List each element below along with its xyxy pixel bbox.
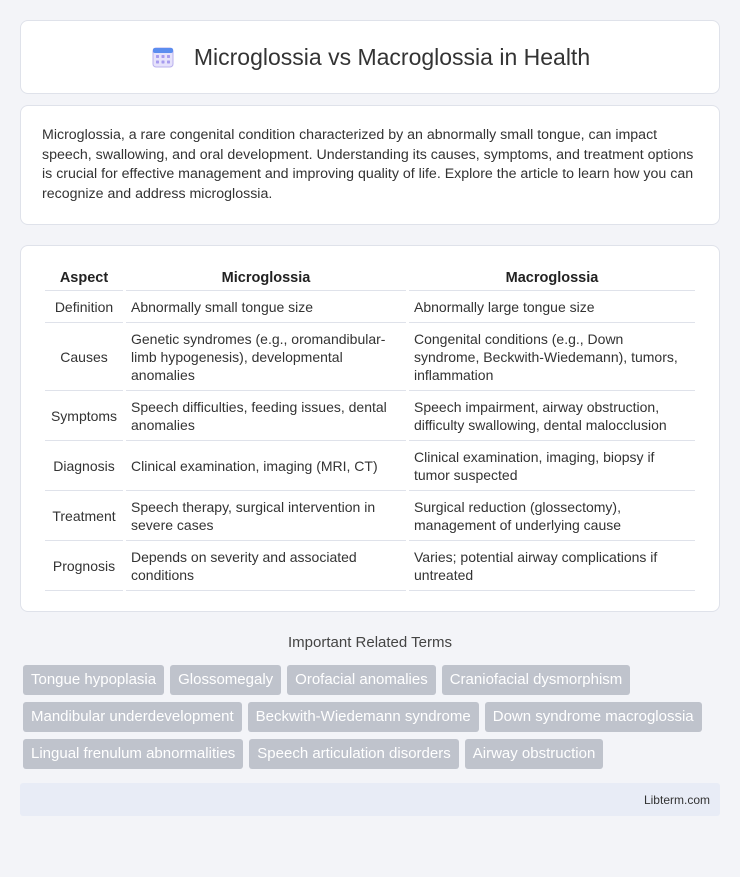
row-macroglossia: Clinical examination, imaging, biopsy if tumor suspected — [409, 441, 695, 491]
row-aspect: Prognosis — [45, 541, 123, 591]
header-microglossia: Microglossia — [126, 264, 406, 291]
tag-down-syndrome-macroglossia[interactable]: Down syndrome macroglossia — [485, 702, 702, 732]
calendar-grid-icon — [150, 44, 176, 70]
row-macroglossia: Abnormally large tongue size — [409, 291, 695, 323]
row-microglossia: Clinical examination, imaging (MRI, CT) — [126, 441, 406, 491]
comparison-card — [20, 245, 720, 612]
row-macroglossia: Varies; potential airway complications if untreated — [409, 541, 695, 591]
table-row — [45, 291, 695, 323]
comparison-table — [42, 264, 698, 591]
row-macroglossia: Surgical reduction (glossectomy), management of underlying cause — [409, 491, 695, 541]
intro-card — [20, 105, 720, 225]
tag-airway-obstruction[interactable]: Airway obstruction — [465, 739, 604, 769]
tag-orofacial-anomalies[interactable]: Orofacial anomalies — [287, 665, 436, 695]
row-microglossia: Genetic syndromes (e.g., oromandibular-limb hypogenesis), developmental anomalies — [126, 323, 406, 391]
table-row — [45, 323, 695, 391]
tag-glossomegaly[interactable]: Glossomegaly — [170, 665, 281, 695]
header-card — [20, 20, 720, 94]
footer — [20, 783, 720, 816]
table-header-row — [45, 264, 695, 291]
row-aspect: Symptoms — [45, 391, 123, 441]
row-aspect: Definition — [45, 291, 123, 323]
table-row — [45, 491, 695, 541]
footer-site-link[interactable]: Libterm.com — [643, 792, 710, 807]
tag-mandibular-underdevelopment[interactable]: Mandibular underdevelopment — [23, 702, 242, 732]
row-microglossia: Depends on severity and associated conditions — [126, 541, 406, 591]
row-macroglossia: Congenital conditions (e.g., Down syndrome, Beckwith-Wiedemann), tumors, inflammation — [409, 323, 695, 391]
row-microglossia: Speech therapy, surgical intervention in severe cases — [126, 491, 406, 541]
table-row — [45, 391, 695, 441]
table-row — [45, 441, 695, 491]
tag-speech-articulation-disorders[interactable]: Speech articulation disorders — [249, 739, 458, 769]
tag-tongue-hypoplasia[interactable]: Tongue hypoplasia — [23, 665, 164, 695]
row-aspect: Treatment — [45, 491, 123, 541]
tag-craniofacial-dysmorphism[interactable]: Craniofacial dysmorphism — [442, 665, 631, 695]
page-title: Microglossia vs Macroglossia in Health — [193, 43, 591, 70]
table-row — [45, 541, 695, 591]
tag-beckwith-wiedemann-syndrome[interactable]: Beckwith-Wiedemann syndrome — [248, 702, 479, 732]
related-terms-list — [20, 665, 720, 769]
row-aspect: Diagnosis — [45, 441, 123, 491]
tag-lingual-frenulum-abnormalities[interactable]: Lingual frenulum abnormalities — [23, 739, 243, 769]
related-terms-title: Important Related Terms — [288, 634, 452, 651]
header-aspect: Aspect — [45, 264, 123, 291]
row-macroglossia: Speech impairment, airway obstruction, difficulty swallowing, dental malocclusion — [409, 391, 695, 441]
intro-text: Microglossia, a rare congenital condition characterized by an abnormally small tongue, can impact speech, swallowing, and oral development. Understanding its causes, symptoms, and treatment options is crucial for effective management and improving quality of life. Explore the article to learn how you can recognize and address microglossia. — [42, 127, 694, 202]
row-microglossia: Speech difficulties, feeding issues, dental anomalies — [126, 391, 406, 441]
row-microglossia: Abnormally small tongue size — [126, 291, 406, 323]
row-aspect: Causes — [45, 323, 123, 391]
header-macroglossia: Macroglossia — [409, 264, 695, 291]
